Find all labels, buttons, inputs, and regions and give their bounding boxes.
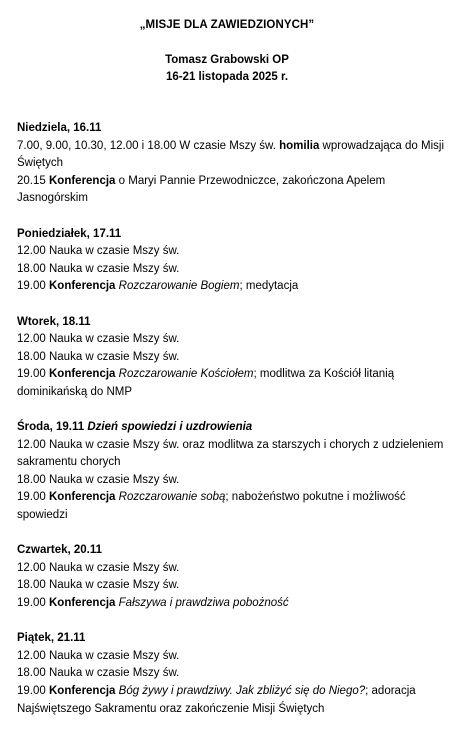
entry-text: 12.00 Nauka w czasie Mszy św. [17,561,180,574]
schedule-day [17,314,449,402]
schedule-entry [17,278,449,296]
schedule-entry [17,665,449,683]
day-heading [17,542,449,560]
entry-description: wprowadzająca do Misji Świętych [17,139,444,170]
entry-bold-label: Konferencja [48,174,116,187]
document-title: „MISJE DLA ZAWIEDZIONYCH” [139,19,315,31]
entry-text: 19.00 [17,280,49,293]
day-heading-note: Dzień spowiedzi i uzdrowienia [87,421,253,434]
entry-text: 18.00 Nauka w czasie Mszy św. [17,579,180,592]
entry-description: ; medytacja [239,280,299,293]
schedule-entry [17,366,449,401]
schedule-entry [17,472,449,490]
schedule-entry [17,437,449,472]
day-heading-text: Środa, 19.11 [17,421,85,434]
schedule-day [17,226,449,296]
entry-description: o Maryi Pannie Przewodniczce, zakończona Apelem Jasnogórskim [17,174,386,205]
schedule-entry [17,243,449,261]
entry-text: 18.00 Nauka w czasie Mszy św. [17,350,180,363]
day-heading [17,120,449,138]
entry-bold-label: homilia [279,139,320,152]
entry-text: 19.00 [17,368,49,381]
day-heading [17,630,449,648]
day-heading [17,419,449,437]
schedule-day [17,630,449,718]
schedule [17,120,449,736]
schedule-day [17,419,449,525]
entry-text: 18.00 Nauka w czasie Mszy św. [17,262,180,275]
entry-description: ; modlitwa za Kościół litanią dominikańską do NMP [17,368,395,398]
entry-text: 19.00 [17,491,49,504]
schedule-day [17,542,449,612]
entry-text: 18.00 Nauka w czasie Mszy św. [17,667,180,680]
entry-text: 12.00 Nauka w czasie Mszy św. [17,333,180,346]
schedule-entry [17,331,449,349]
day-heading [17,314,449,332]
day-heading-text: Niedziela, 16.11 [17,122,102,134]
entry-title: Rozczarowanie Bogiem [115,280,240,293]
entry-text: 19.00 [17,685,49,697]
entry-text: 7.00, 9.00, 10.30, 12.00 i 18.00 W czasie Mszy św. [17,139,280,152]
day-heading-text: Piątek, 21.11 [17,632,86,645]
entry-title: Bóg żywy i prawdziwy. Jak zbliżyć się do Niego? [115,685,366,697]
entry-text: 19.00 [17,597,49,610]
schedule-entry [17,560,449,578]
day-heading-text: Czwartek, 20.11 [17,544,103,557]
entry-bold-label: Konferencja [48,685,116,697]
schedule-entry [17,261,449,279]
entry-title: Fałszywa i prawdziwa pobożność [115,597,289,610]
entry-title: Rozczarowanie Kościołem [115,368,254,381]
schedule-entry [17,577,449,595]
schedule-entry [17,595,449,613]
day-heading-text: Poniedziałek, 17.11 [17,227,122,240]
entry-text: 12.00 Nauka w czasie Mszy św. [17,649,180,662]
schedule-day [17,120,449,208]
event-dates: 16-21 listopada 2025 r. [165,71,289,83]
entry-description: ; nabożeństwo pokutne i możliwość spowiedzi [17,491,406,522]
day-heading-text: Wtorek, 18.11 [17,315,91,328]
entry-bold-label: Konferencja [48,280,116,293]
schedule-entry [17,489,449,524]
entry-title: Rozczarowanie sobą [115,491,226,504]
author-name: Tomasz Grabowski OP [165,54,289,66]
entry-text: 18.00 Nauka w czasie Mszy św. [17,473,180,486]
entry-bold-label: Konferencja [48,368,116,381]
entry-description: ; adoracja Najświętszego Sakramentu oraz zakończenie Misji Świętych [17,685,416,715]
schedule-entry [17,138,449,173]
schedule-entry [17,683,449,718]
entry-text: 12.00 Nauka w czasie Mszy św. [17,245,180,258]
entry-text: 12.00 Nauka w czasie Mszy św. oraz modlitwa za starszych i chorych z udzieleniem sakramentu chorych [17,438,444,469]
schedule-entry [17,173,449,208]
schedule-entry [17,648,449,666]
schedule-entry [17,349,449,367]
entry-bold-label: Konferencja [48,597,116,610]
day-heading [17,226,449,244]
entry-text: 20.15 [17,174,49,187]
entry-bold-label: Konferencja [48,491,116,504]
